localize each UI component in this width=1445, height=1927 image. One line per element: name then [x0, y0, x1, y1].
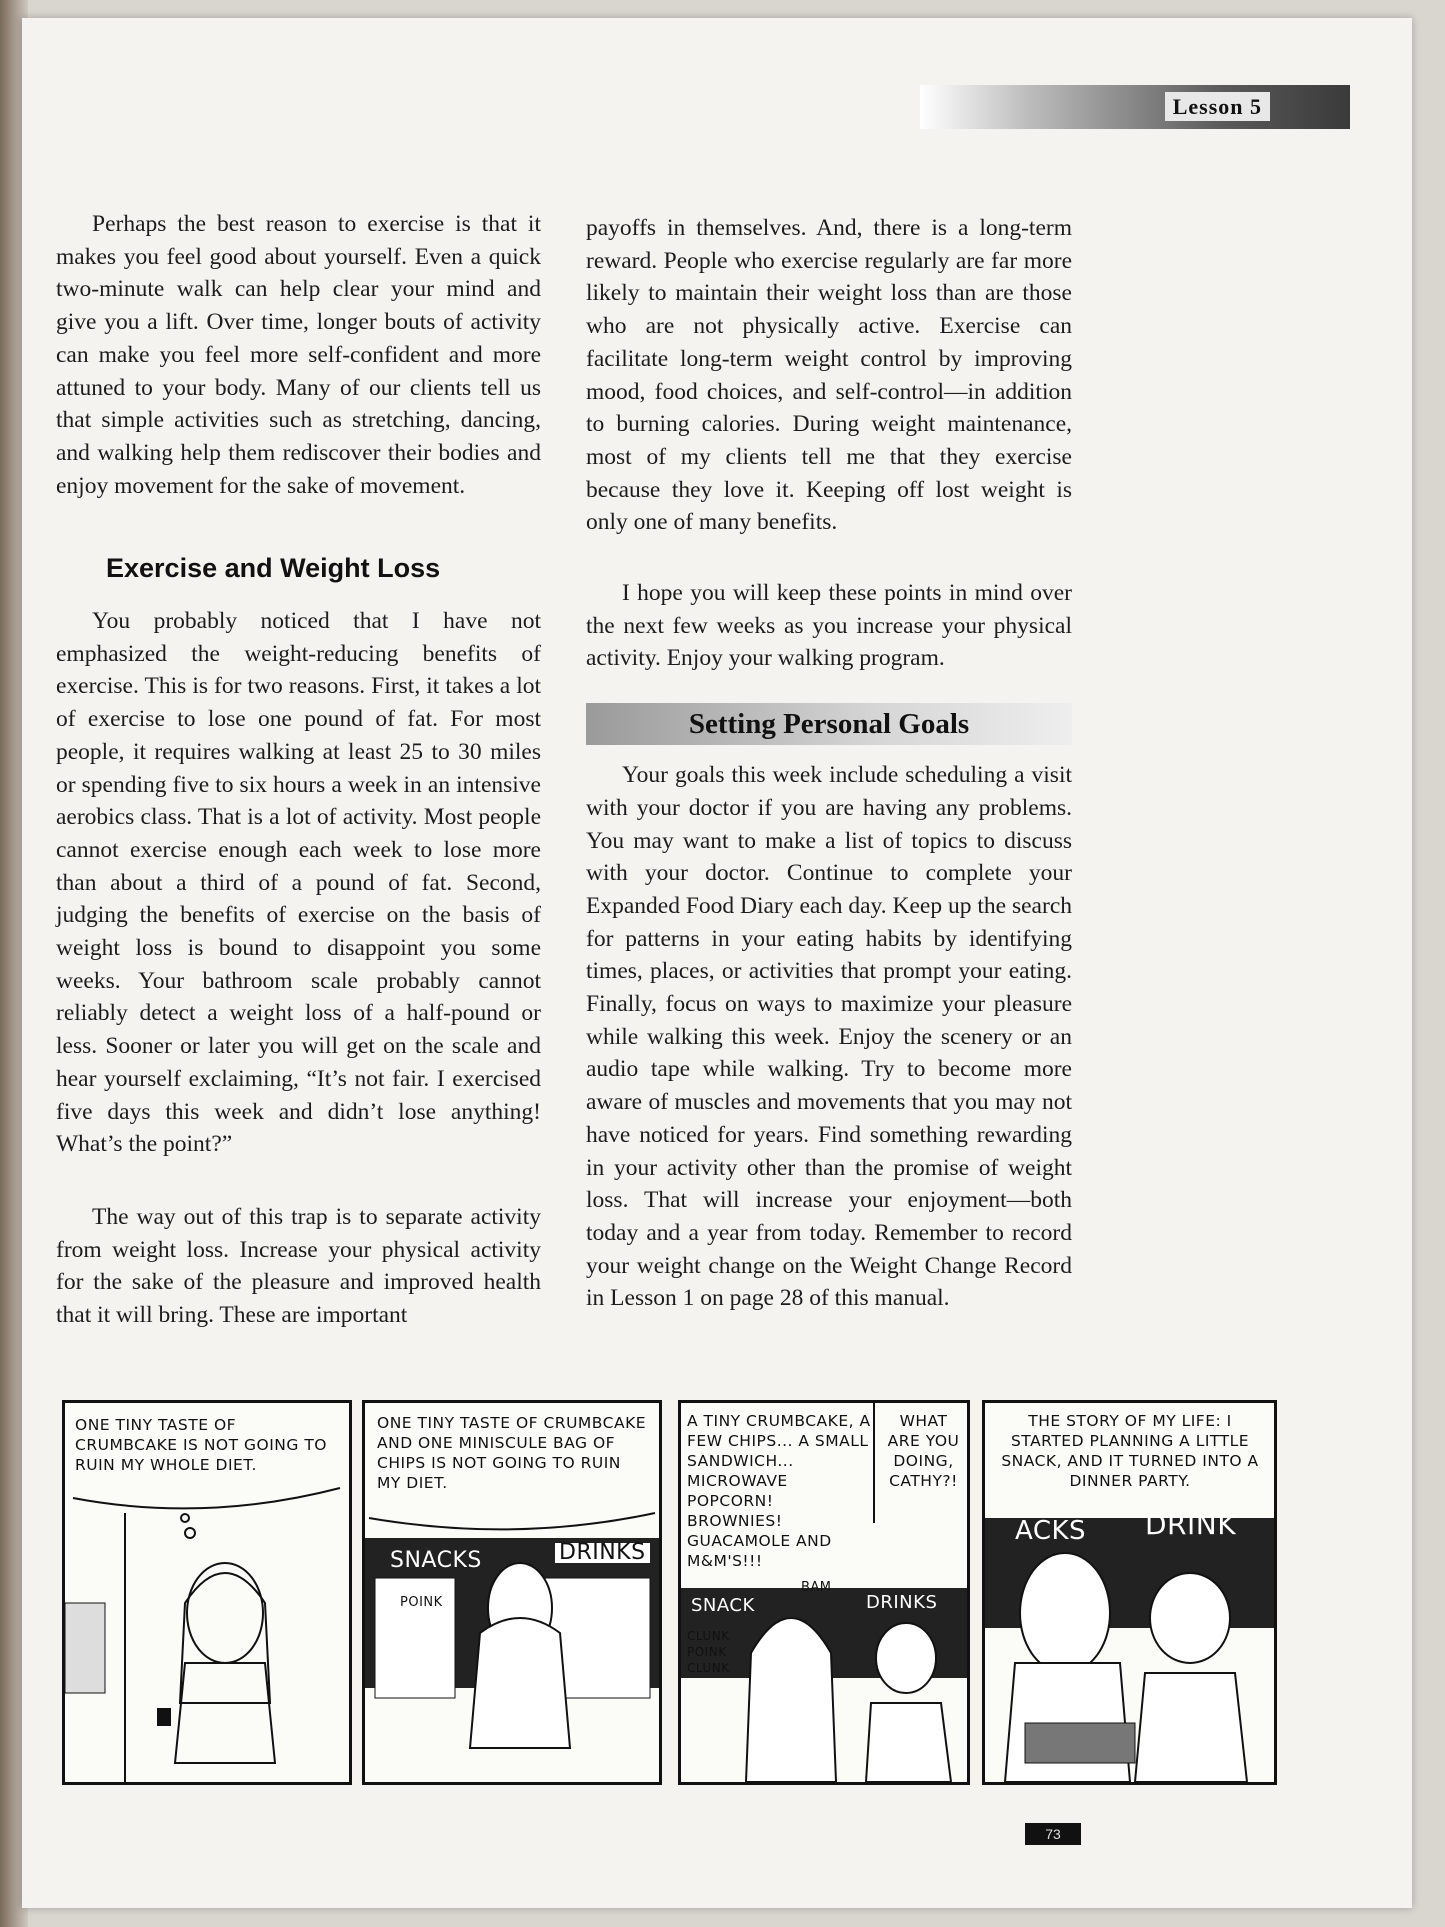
goals-paragraph: Your goals this week include scheduling a visit with your doctor if you are having any problems. You may want to make a list of topics to discuss with your doctor. Continue to complete your Expanded Food Diary each day. Keep up the search for patterns in your eating habits by identifying times, places, or activities that prompt your eating. Finally, focus on ways to maximize your pleasure while walking this week. Enjoy the scenery or an audio tape while walking. Try to become more aware of muscles and movements that you may not have noticed for years. Find something rewarding in your activity other than the promise of weight loss. That will increase your enjoyment—both today and a year from today. Remember to record your weight change on the Weight Change Record in Lesson 1 on page 28 of this manual. [586, 762, 1072, 1312]
panel-2-snacks-sign: SNACKS [390, 1548, 482, 1573]
panel-3-snack-sign: SNACK [691, 1595, 755, 1616]
panel-4-snacks-sign: ACKS [1015, 1516, 1087, 1546]
comic-panel-1 [62, 1400, 352, 1785]
trap-paragraph: The way out of this trap is to separate activity from weight loss. Increase your physical activity for the sake of the pleasure and improved health that it will bring. These are important [56, 1203, 541, 1329]
comic-panel-3 [678, 1400, 970, 1785]
panel-4-caption: THE STORY OF MY LIFE: I STARTED PLANNING A LITTLE SNACK, AND IT TURNED INTO A DINNER PARTY. [1001, 1412, 1259, 1490]
panel-1-drawing [65, 1403, 349, 1782]
panel-3-cathy-question: WHAT ARE YOU DOING, CATHY?! [887, 1412, 960, 1490]
exercise-paragraph: You probably noticed that I have not emphasized the weight-reducing benefits of exercise. This is for two reasons. First, it takes a lot of exercise to lose one pound of fat. For most people, it requires walking at least 25 to 30 miles or spending five to six hours a week in an intensive aerobics class. That is a lot of activity. Most people cannot exercise enough each week to lose more than about a third of a pound of fat. Second, judging the benefits of exercise on the basis of weight loss is bound to disappoint you some weeks. Your bathroom scale probably cannot reliably detect a weight loss of a half-pound or less. Sooner or later you will get on the scale and hear yourself exclaiming, “It’s not fair. I exercised five days this week and didn’t lose anything! What’s the point?” [56, 608, 541, 1158]
panel-1-speech: ONE TINY TASTE OF CRUMBCAKE IS NOT GOING TO RUIN MY WHOLE DIET. [75, 1416, 327, 1474]
panel-2-sfx: POINK [400, 1595, 443, 1610]
panel-2-drinks-sign: DRINKS [555, 1543, 650, 1563]
panel-4-drink-sign: DRINK [1145, 1508, 1237, 1541]
panel-3-bam-sfx: BAM [801, 1580, 832, 1595]
panel-3-drinks-sign: DRINKS [866, 1592, 938, 1613]
comic-panel-4 [982, 1400, 1277, 1785]
right-column [586, 212, 1072, 1315]
lesson-header-tab [920, 85, 1350, 129]
panel-3-speech: A TINY CRUMBCAKE, A FEW CHIPS... A SMALL SANDWICH... MICROWAVE POPCORN! BROWNIES! GUACAMOLE AND M&M'S!!! [687, 1412, 871, 1570]
hope-paragraph: I hope you will keep these points in mind over the next few weeks as you increase your physical activity. Enjoy your walking program. [586, 580, 1072, 672]
panel-3-clunk-sfx: CLUNK POINK CLUNK [687, 1629, 730, 1675]
payoffs-paragraph: payoffs in themselves. And, there is a long-term reward. People who exercise regularly are far more likely to maintain their weight loss than are those who are not physically active. Exercise can facilitate long-term weight control by improving mood, food choices, and self-control—in addition to burning calories. During weight maintenance, most of my clients tell me that they exercise because they love it. Keeping off lost weight is only one of many benefits. [586, 215, 1072, 536]
heading-exercise-weight-loss: Exercise and Weight Loss [106, 553, 441, 584]
page-number: 73 [1025, 1823, 1081, 1845]
lesson-label: Lesson 5 [1165, 92, 1270, 121]
intro-paragraph: Perhaps the best reason to exercise is that it makes you feel good about yourself. Even a quick two-minute walk can help clear your mind and give you a lift. Over time, longer bouts of activity can make you feel more self-confident and more attuned to your body. Many of our clients tell us that simple activities such as stretching, dancing, and walking help them rediscover their bodies and enjoy movement for the sake of movement. [56, 211, 541, 499]
left-column [56, 208, 541, 1332]
panel-4-drawing [985, 1403, 1274, 1782]
panel-2-speech: ONE TINY TASTE OF CRUMBCAKE AND ONE MINISCULE BAG OF CHIPS IS NOT GOING TO RUIN MY DIET. [377, 1414, 647, 1492]
comic-panel-2 [362, 1400, 662, 1785]
heading-setting-personal-goals: Setting Personal Goals [586, 703, 1072, 745]
